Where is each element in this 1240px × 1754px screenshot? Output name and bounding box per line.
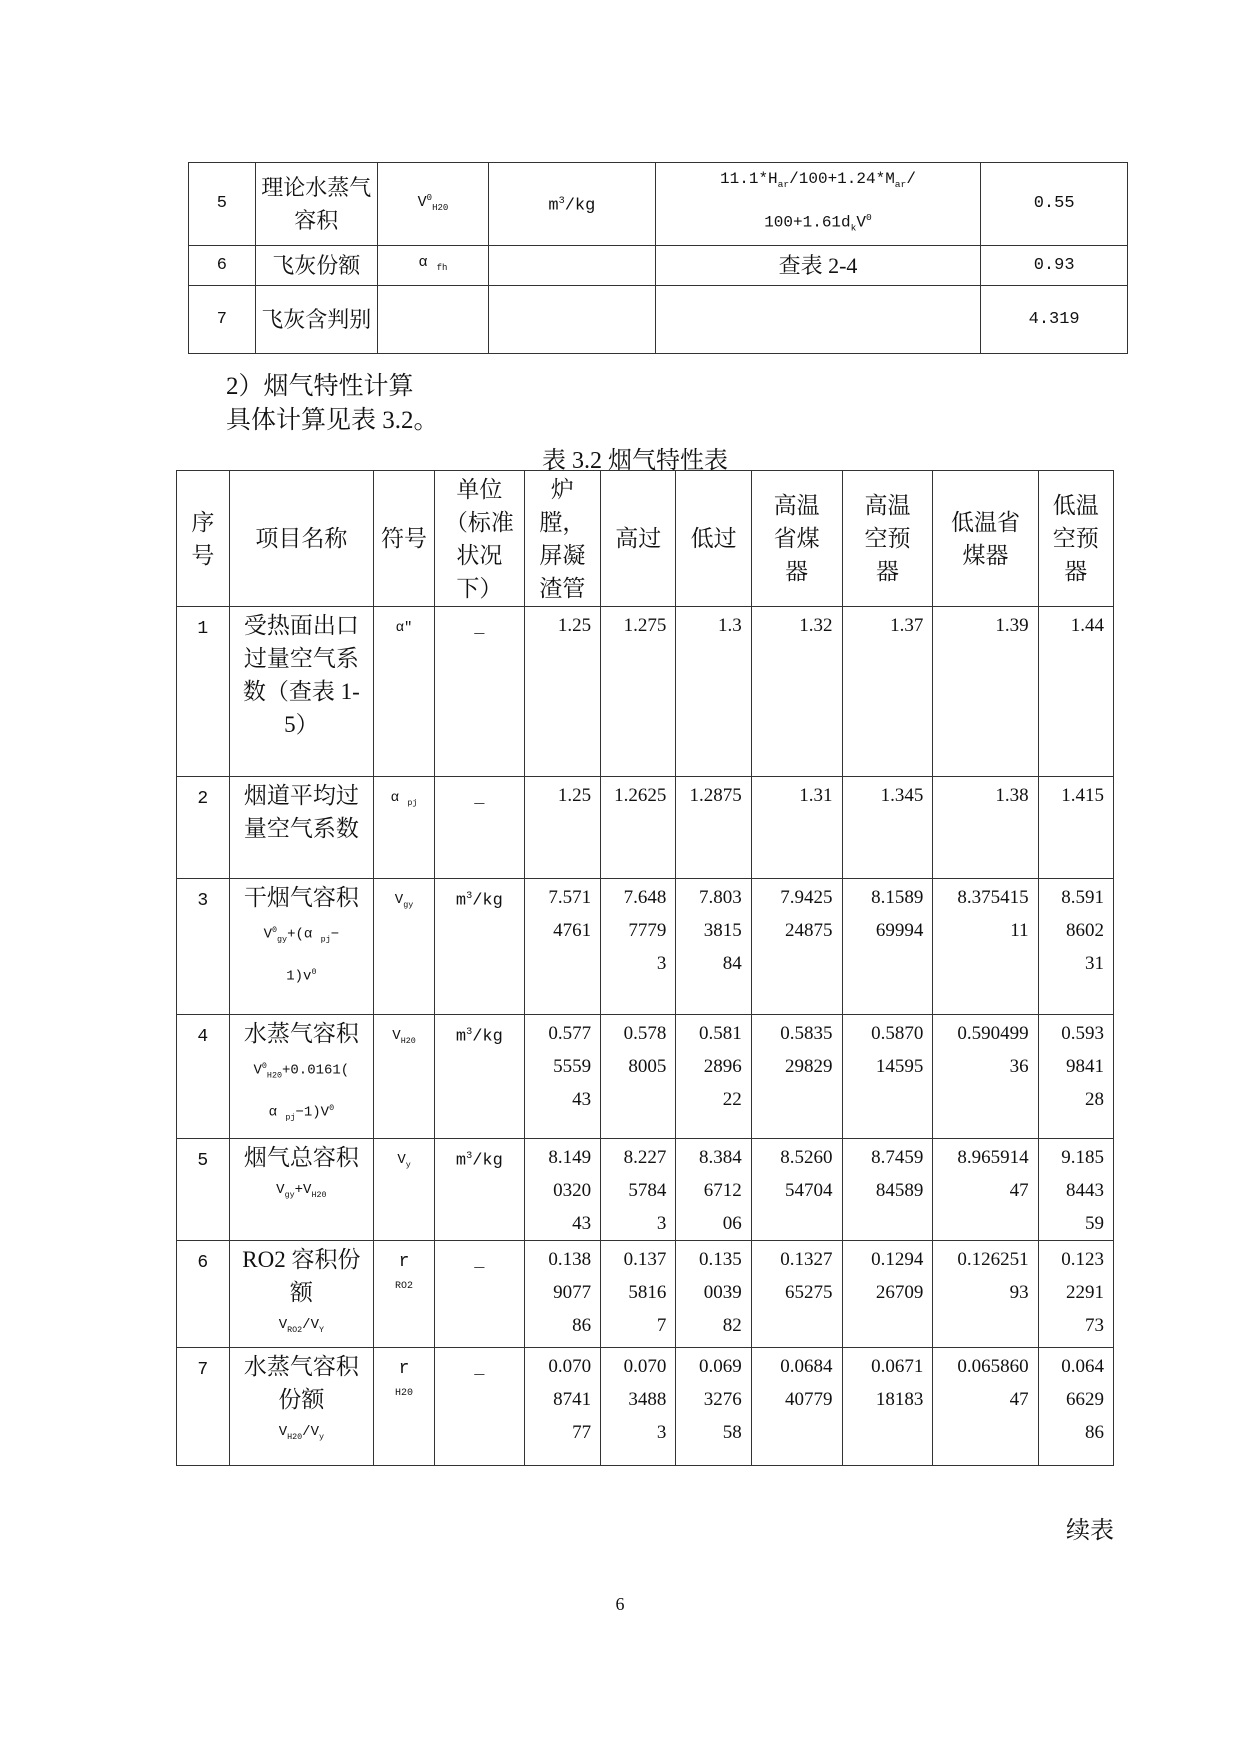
name-cell: 飞灰含判别 xyxy=(255,285,377,353)
value-cell: 4.319 xyxy=(981,285,1128,353)
header-symbol: 符号 xyxy=(374,471,435,607)
name-cell xyxy=(229,1015,373,1139)
name-text: 水蒸气容积份额 xyxy=(243,1353,359,1412)
name-text: 水蒸气容积 xyxy=(243,1021,359,1046)
symbol-cell: $V_{gy}$ xyxy=(374,879,435,1015)
header-hi-airheater: 高温空预器 xyxy=(842,471,933,607)
formula-cell xyxy=(655,285,981,353)
value-cell: 8.1589 69994 xyxy=(842,879,933,1015)
value-cell: 9.185 8443 59 xyxy=(1038,1139,1113,1241)
value-cell: 1.275 xyxy=(601,607,676,777)
name-cell: 理论水蒸气容积 xyxy=(255,163,377,246)
value-cell: 8.591 8602 31 xyxy=(1038,879,1113,1015)
name-text: 干烟气容积 xyxy=(243,885,359,910)
value-cell: 1.31 xyxy=(751,777,842,879)
name-cell: 受热面出口过量空气系数（查表 1-5） xyxy=(229,607,373,777)
value-cell: 8.965914 47 xyxy=(933,1139,1038,1241)
seq-cell: 6 xyxy=(189,245,256,285)
unit-cell: _ xyxy=(434,1347,524,1465)
value-cell: 0.126251 93 xyxy=(933,1241,1038,1348)
seq-cell: 3 xyxy=(177,879,230,1015)
value-cell: 0.135 0039 82 xyxy=(676,1241,751,1348)
table-row xyxy=(189,163,1128,246)
name-cell xyxy=(229,1347,373,1465)
formula-text: $V_{gy}+V_{H20}$ xyxy=(276,1182,327,1200)
name-text: 烟气总容积 xyxy=(243,1145,359,1170)
value-cell: 0.1294 26709 xyxy=(842,1241,933,1348)
value-cell: 0.593 9841 28 xyxy=(1038,1015,1113,1139)
value-cell: 7.571 4761 xyxy=(524,879,600,1015)
symbol-cell: r RO2 xyxy=(374,1241,435,1348)
value-cell: 1.2875 xyxy=(676,777,751,879)
seq-cell: 1 xyxy=(177,607,230,777)
symbol-cell: $V_{H20}$ xyxy=(374,1015,435,1139)
value-cell: 8.149 0320 43 xyxy=(524,1139,600,1241)
value-cell: 7.9425 24875 xyxy=(751,879,842,1015)
table-row xyxy=(177,1347,1114,1465)
value-cell: 0.577 5559 43 xyxy=(524,1015,600,1139)
unit-cell: _ xyxy=(434,1241,524,1348)
header-lo-economizer: 低温省煤器 xyxy=(933,471,1038,607)
header-furnace: 炉膛，屏凝渣管 xyxy=(524,471,600,607)
symbol-cell: α $_{pj}$ xyxy=(374,777,435,879)
name-cell: 烟道平均过量空气系数 xyxy=(229,777,373,879)
name-cell: 飞灰份额 xyxy=(255,245,377,285)
header-name: 项目名称 xyxy=(229,471,373,607)
unit-cell: _ xyxy=(434,607,524,777)
unit-cell: $m^3/kg$ xyxy=(434,879,524,1015)
value-cell: 0.581 2896 22 xyxy=(676,1015,751,1139)
unit-cell: $m^3/kg$ xyxy=(434,1015,524,1139)
value-cell: 0.1327 65275 xyxy=(751,1241,842,1348)
continued-label: 续表 xyxy=(1066,1518,1114,1544)
name-cell xyxy=(229,879,373,1015)
value-cell: 1.25 xyxy=(524,777,600,879)
value-cell: 0.5870 14595 xyxy=(842,1015,933,1139)
value-cell: 0.5835 29829 xyxy=(751,1015,842,1139)
unit-cell xyxy=(489,245,656,285)
value-cell: 0.070 8741 77 xyxy=(524,1347,600,1465)
seq-cell: 5 xyxy=(189,163,256,246)
symbol-cell xyxy=(377,285,488,353)
name-cell xyxy=(229,1139,373,1241)
value-cell: 0.138 9077 86 xyxy=(524,1241,600,1348)
previous-table xyxy=(188,162,1128,354)
formula-cell: $11.1*H_{ar}/100+1.24*M_{ar}/$ $100+1.61d_kV^0$ xyxy=(655,163,981,246)
table-row xyxy=(177,607,1114,777)
value-cell: 0.0684 40779 xyxy=(751,1347,842,1465)
table-row xyxy=(177,1015,1114,1139)
value-cell: 1.32 xyxy=(751,607,842,777)
table-caption: 表 3.2 烟气特性表 xyxy=(542,448,728,474)
value-cell: 0.578 8005 xyxy=(601,1015,676,1139)
formula-text: $V^0_{gy}+(\alpha$ $_{pj}$− $1)v^0$ xyxy=(263,925,340,986)
seq-cell: 7 xyxy=(189,285,256,353)
formula-text: $V_{H20}/V_y$ xyxy=(278,1423,325,1442)
value-cell: 0.55 xyxy=(981,163,1128,246)
header-seq: 序号 xyxy=(177,471,230,607)
table-row xyxy=(177,1139,1114,1241)
table-row xyxy=(177,777,1114,879)
value-cell: 1.37 xyxy=(842,607,933,777)
value-cell: 0.0671 18183 xyxy=(842,1347,933,1465)
table-row xyxy=(189,245,1128,285)
symbol-cell: $V^0_{H20}$ xyxy=(377,163,488,246)
table-row xyxy=(189,285,1128,353)
table-row xyxy=(177,879,1114,1015)
value-cell: 1.2625 xyxy=(601,777,676,879)
name-text: RO2 容积份额 xyxy=(242,1247,361,1305)
value-cell: 1.38 xyxy=(933,777,1038,879)
value-cell: 1.44 xyxy=(1038,607,1113,777)
value-cell: 0.065860 47 xyxy=(933,1347,1038,1465)
seq-cell: 6 xyxy=(177,1241,230,1348)
header-row xyxy=(177,471,1114,607)
value-cell: 8.227 5784 3 xyxy=(601,1139,676,1241)
value-cell: 8.5260 54704 xyxy=(751,1139,842,1241)
value-cell: 1.25 xyxy=(524,607,600,777)
value-cell: 0.070 3488 3 xyxy=(601,1347,676,1465)
value-cell: 1.415 xyxy=(1038,777,1113,879)
value-cell: 8.7459 84589 xyxy=(842,1139,933,1241)
value-cell: 0.590499 36 xyxy=(933,1015,1038,1139)
header-unit: 单位（标准状况下） xyxy=(434,471,524,607)
value-cell: 1.39 xyxy=(933,607,1038,777)
symbol-cell: $V_y$ xyxy=(374,1139,435,1241)
symbol-cell: α $_{fh}$ xyxy=(377,245,488,285)
value-cell: 7.803 3815 84 xyxy=(676,879,751,1015)
seq-cell: 2 xyxy=(177,777,230,879)
symbol-cell: α″ xyxy=(374,607,435,777)
symbol-cell: r H20 xyxy=(374,1347,435,1465)
value-cell: 1.3 xyxy=(676,607,751,777)
flue-gas-table xyxy=(176,470,1114,1466)
value-cell: 8.384 6712 06 xyxy=(676,1139,751,1241)
page-number: 6 xyxy=(615,1594,625,1614)
value-cell: 7.648 7779 3 xyxy=(601,879,676,1015)
value-cell: 0.064 6629 86 xyxy=(1038,1347,1113,1465)
section-text: 具体计算见表 3.2。 xyxy=(226,407,439,434)
header-hi-superheater: 高过 xyxy=(601,471,676,607)
value-cell: 0.069 3276 58 xyxy=(676,1347,751,1465)
unit-cell: _ xyxy=(434,777,524,879)
header-hi-economizer: 高温省煤器 xyxy=(751,471,842,607)
seq-cell: 4 xyxy=(177,1015,230,1139)
header-lo-airheater: 低温空预器 xyxy=(1038,471,1113,607)
value-cell: 8.375415 11 xyxy=(933,879,1038,1015)
table-row xyxy=(177,1241,1114,1348)
formula-text: $V_{RO2}/V_Y$ xyxy=(278,1317,325,1335)
name-cell xyxy=(229,1241,373,1348)
seq-cell: 7 xyxy=(177,1347,230,1465)
formula-text: $V^0_{H20}+0.0161$( α $_{pj}-1)V^0$ xyxy=(253,1061,350,1123)
value-cell: 1.345 xyxy=(842,777,933,879)
unit-cell: $m^3/kg$ xyxy=(434,1139,524,1241)
formula-cell: 查表 2-4 xyxy=(655,245,981,285)
value-cell: 0.123 2291 73 xyxy=(1038,1241,1113,1348)
section-heading: 2）烟气特性计算 xyxy=(226,373,414,400)
value-cell: 0.137 5816 7 xyxy=(601,1241,676,1348)
seq-cell: 5 xyxy=(177,1139,230,1241)
unit-cell xyxy=(489,285,656,353)
value-cell: 0.93 xyxy=(981,245,1128,285)
unit-cell: $m^3/kg$ xyxy=(489,163,656,246)
header-lo-superheater: 低过 xyxy=(676,471,751,607)
